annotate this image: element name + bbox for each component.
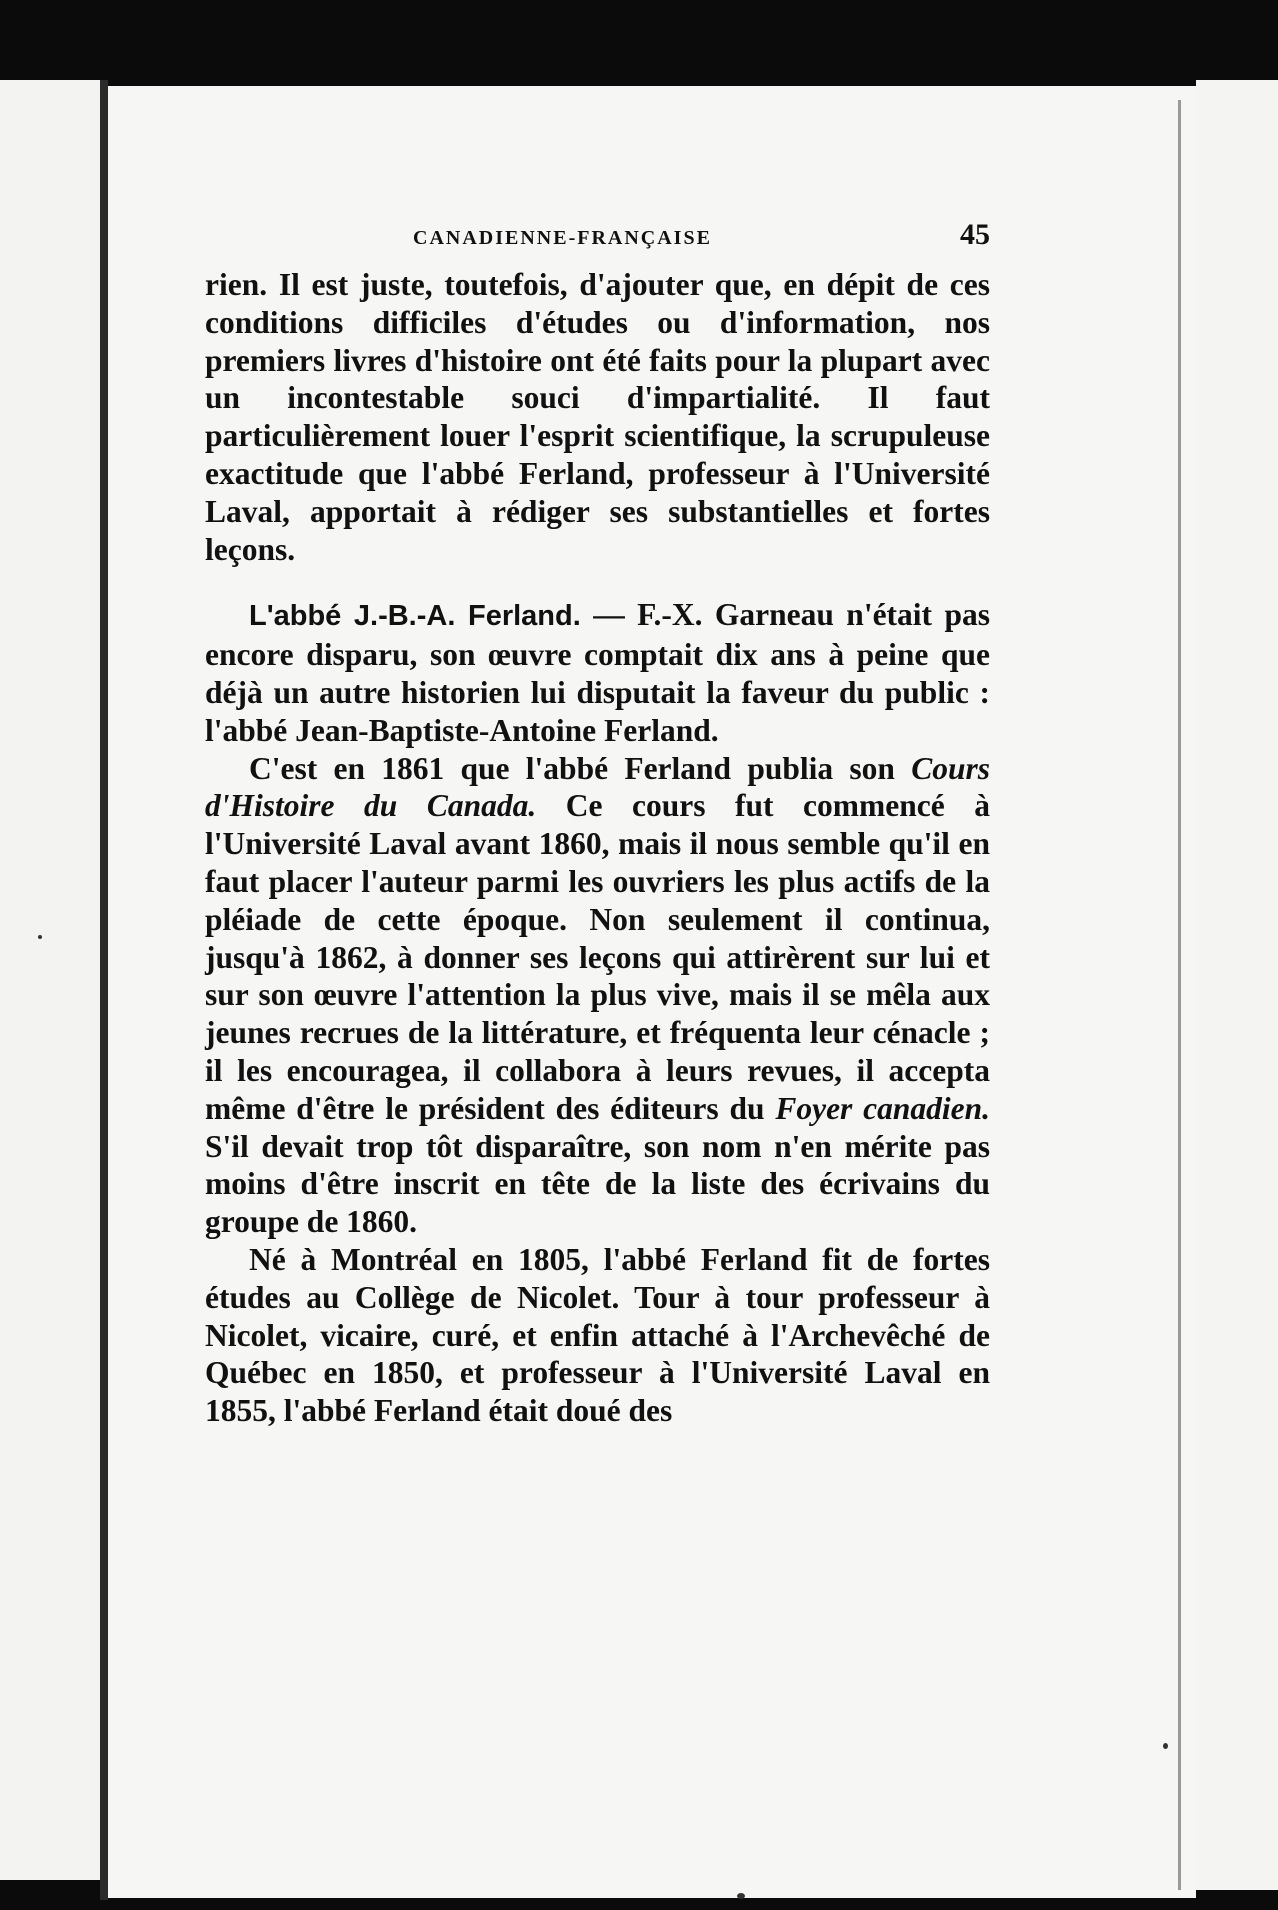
dust-speck xyxy=(737,1893,745,1899)
paragraph-3 xyxy=(205,750,990,1241)
paragraph-4: Né à Montréal en 1805, l'abbé Ferland fit de fortes études au Collège de Nicolet. Tour à tour professeur à Nicolet, vicaire, curé, et enfin attaché à l'Archevêché de Québec en 1850, et professeur à l'Université Laval en 1855, l'abbé Ferland était doué des xyxy=(205,1241,990,1429)
paragraph-3-part-b: Ce cours fut commencé à l'Université Laval avant 1860, mais il nous semble qu'il en faut placer l'auteur parmi les ouvriers les plus actifs de la pléiade de cette époque. Non seulement il continua, jusqu'à 1862, à donner ses leçons qui attirèrent sur lui et sur son œuvre l'attention la plus vive, mais il se mêla aux jeunes recrues de la littérature, et fréquenta leur cénacle ; il les encouragea, il collabora à leurs revues, il accepta même d'être le président des éditeurs du xyxy=(205,788,990,1126)
paragraph-3-part-c: S'il devait trop tôt disparaître, son nom n'en mérite pas moins d'être inscrit en tête de la liste des écrivains du groupe de 1860. xyxy=(205,1128,990,1240)
section-heading: L'abbé J.-B.-A. Ferland. xyxy=(249,600,581,633)
journal-title: Foyer canadien. xyxy=(775,1090,991,1126)
dust-speck xyxy=(1163,1743,1168,1749)
running-title: CANADIENNE-FRANÇAISE xyxy=(413,227,712,249)
left-page-edge xyxy=(0,80,100,1880)
dust-speck xyxy=(38,935,42,939)
right-margin-strip xyxy=(1196,80,1278,1890)
book-title: Cours d'Histoire du Canada. xyxy=(205,750,990,824)
page-edge-line xyxy=(1178,100,1181,1890)
paragraph-3-part-a: C'est en 1861 que l'abbé Ferland publia son xyxy=(249,750,912,786)
paragraph-2 xyxy=(205,596,990,749)
paragraph-2-body: — F.-X. Garneau n'était pas encore disparu, son œuvre comptait dix ans à peine que déjà un autre historien lui disputait la faveur du public : l'abbé Jean-Baptiste-Antoine Ferland. xyxy=(205,597,990,748)
paragraph-1: rien. Il est juste, toutefois, d'ajouter que, en dépit de ces conditions difficiles d'études ou d'information, nos premiers livres d'histoire ont été faits pour la plupart avec un incontestable souci d'impartialité. Il faut particulièrement louer l'esprit scientifique, la scrupuleuse exactitude que l'abbé Ferland, professeur à l'Université Laval, apportait à rédiger ses substantielles et fortes leçons. xyxy=(205,267,990,567)
page-text xyxy=(205,218,990,1430)
gutter-shadow xyxy=(100,80,108,1900)
running-head xyxy=(413,218,990,252)
page-number: 45 xyxy=(960,218,990,251)
